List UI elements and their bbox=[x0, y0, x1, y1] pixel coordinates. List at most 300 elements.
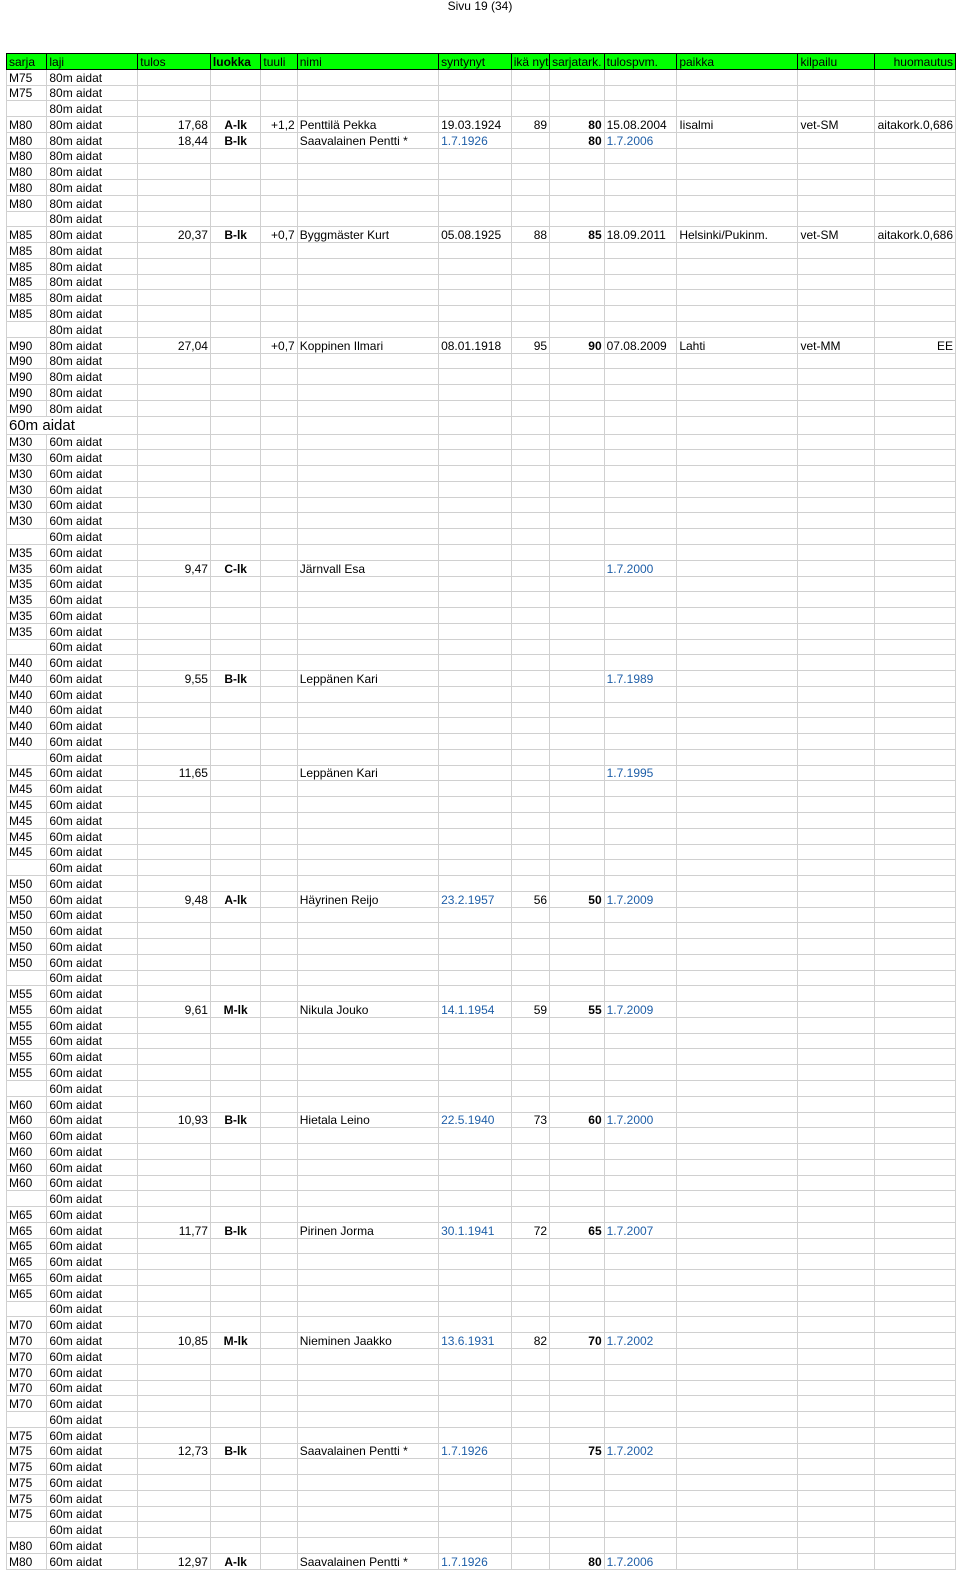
cell-ika-nyt bbox=[511, 466, 549, 482]
cell-ika-nyt: 73 bbox=[511, 1112, 549, 1128]
cell-huomautus bbox=[875, 466, 956, 482]
cell-sarja: M90 bbox=[7, 369, 47, 385]
cell-ika-nyt bbox=[511, 860, 549, 876]
cell-tuuli bbox=[261, 907, 297, 923]
cell-tulos bbox=[138, 860, 211, 876]
cell-tulos bbox=[138, 1270, 211, 1286]
cell-tuuli bbox=[261, 1191, 297, 1207]
cell-tulos bbox=[138, 1349, 211, 1365]
cell-paikka bbox=[677, 306, 798, 322]
cell-kilpailu bbox=[798, 1459, 875, 1475]
table-row bbox=[7, 1506, 956, 1522]
cell-sarjatark bbox=[550, 1490, 605, 1506]
cell-tulospvm bbox=[604, 907, 677, 923]
cell-tulos bbox=[138, 400, 211, 416]
cell-paikka bbox=[677, 1380, 798, 1396]
cell-sarja: M70 bbox=[7, 1364, 47, 1380]
cell-syntynyt bbox=[439, 876, 512, 892]
cell-sarja: M85 bbox=[7, 274, 47, 290]
cell-nimi bbox=[297, 1538, 438, 1554]
cell-paikka bbox=[677, 812, 798, 828]
cell-tulos bbox=[138, 1096, 211, 1112]
column-header-kilpailu: kilpailu bbox=[798, 54, 875, 70]
cell-sarjatark bbox=[550, 1364, 605, 1380]
cell-huomautus bbox=[875, 1175, 956, 1191]
cell-paikka bbox=[677, 765, 798, 781]
cell-tulos bbox=[138, 1065, 211, 1081]
cell-ika-nyt bbox=[511, 1144, 549, 1160]
cell-sarja bbox=[7, 211, 47, 227]
cell-nimi bbox=[297, 529, 438, 545]
cell-kilpailu bbox=[798, 1144, 875, 1160]
cell-nimi bbox=[297, 322, 438, 338]
table-row bbox=[7, 1317, 956, 1333]
cell-kilpailu bbox=[798, 513, 875, 529]
cell-paikka bbox=[677, 1349, 798, 1365]
cell-laji: 60m aidat bbox=[47, 592, 138, 608]
cell-syntynyt bbox=[439, 765, 512, 781]
cell-nimi bbox=[297, 195, 438, 211]
cell-kilpailu bbox=[798, 1081, 875, 1097]
cell-sarja: M45 bbox=[7, 765, 47, 781]
cell-laji: 60m aidat bbox=[47, 765, 138, 781]
cell-huomautus bbox=[875, 797, 956, 813]
cell-syntynyt: 30.1.1941 bbox=[439, 1222, 512, 1238]
cell-luokka bbox=[210, 1144, 260, 1160]
cell-ika-nyt bbox=[511, 400, 549, 416]
table-row bbox=[7, 891, 956, 907]
cell-sarjatark bbox=[550, 560, 605, 576]
cell-syntynyt: 22.5.1940 bbox=[439, 1112, 512, 1128]
cell-laji: 60m aidat bbox=[47, 1443, 138, 1459]
cell-paikka bbox=[677, 1285, 798, 1301]
cell-sarja: M55 bbox=[7, 1065, 47, 1081]
cell-luokka bbox=[210, 481, 260, 497]
cell-nimi bbox=[297, 844, 438, 860]
cell-kilpailu bbox=[798, 876, 875, 892]
cell-tulospvm bbox=[604, 1238, 677, 1254]
cell-nimi bbox=[297, 1238, 438, 1254]
cell-sarjatark: 80 bbox=[550, 1553, 605, 1569]
cell-sarja: M80 bbox=[7, 1553, 47, 1569]
table-row bbox=[7, 1349, 956, 1365]
cell-tuuli bbox=[261, 1506, 297, 1522]
cell-sarjatark bbox=[550, 258, 605, 274]
cell-ika-nyt bbox=[511, 797, 549, 813]
cell-tuuli bbox=[261, 450, 297, 466]
cell-tulos bbox=[138, 1285, 211, 1301]
table-row bbox=[7, 1412, 956, 1428]
cell-paikka bbox=[677, 132, 798, 148]
cell-huomautus bbox=[875, 1396, 956, 1412]
cell-nimi bbox=[297, 148, 438, 164]
cell-tulos bbox=[138, 306, 211, 322]
cell-tulos bbox=[138, 481, 211, 497]
cell-nimi: Nikula Jouko bbox=[297, 1002, 438, 1018]
table-row bbox=[7, 828, 956, 844]
cell-kilpailu bbox=[798, 623, 875, 639]
table-row bbox=[7, 1380, 956, 1396]
cell-sarja bbox=[7, 1412, 47, 1428]
cell-kilpailu bbox=[798, 306, 875, 322]
cell-syntynyt bbox=[439, 844, 512, 860]
cell-paikka bbox=[677, 466, 798, 482]
cell-paikka bbox=[677, 195, 798, 211]
cell-tuuli bbox=[261, 1349, 297, 1365]
cell-nimi bbox=[297, 544, 438, 560]
cell-tuuli bbox=[261, 781, 297, 797]
cell-tulospvm bbox=[604, 481, 677, 497]
cell-tulospvm: 1.7.2009 bbox=[604, 891, 677, 907]
cell-ika-nyt bbox=[511, 1270, 549, 1286]
cell-sarjatark bbox=[550, 939, 605, 955]
cell-nimi bbox=[297, 1144, 438, 1160]
cell-tuuli bbox=[261, 876, 297, 892]
cell-sarjatark: 55 bbox=[550, 1002, 605, 1018]
cell-syntynyt bbox=[439, 1396, 512, 1412]
section-title: 60m aidat bbox=[7, 416, 138, 434]
cell-laji: 60m aidat bbox=[47, 1065, 138, 1081]
cell-tulospvm bbox=[604, 434, 677, 450]
cell-ika-nyt: 59 bbox=[511, 1002, 549, 1018]
cell-nimi bbox=[297, 450, 438, 466]
cell-ika-nyt bbox=[511, 1553, 549, 1569]
cell-tulos bbox=[138, 290, 211, 306]
cell-laji: 60m aidat bbox=[47, 702, 138, 718]
cell-laji: 60m aidat bbox=[47, 1412, 138, 1428]
cell-paikka bbox=[677, 718, 798, 734]
empty-cell bbox=[875, 416, 956, 434]
cell-tulospvm bbox=[604, 1254, 677, 1270]
cell-sarjatark bbox=[550, 400, 605, 416]
cell-luokka bbox=[210, 1412, 260, 1428]
cell-syntynyt bbox=[439, 686, 512, 702]
cell-kilpailu bbox=[798, 544, 875, 560]
cell-kilpailu bbox=[798, 1538, 875, 1554]
cell-sarja: M45 bbox=[7, 828, 47, 844]
cell-laji: 80m aidat bbox=[47, 101, 138, 117]
cell-syntynyt bbox=[439, 970, 512, 986]
cell-tuuli bbox=[261, 434, 297, 450]
cell-sarjatark bbox=[550, 1270, 605, 1286]
cell-tulospvm bbox=[604, 1475, 677, 1491]
table-row bbox=[7, 986, 956, 1002]
cell-huomautus bbox=[875, 639, 956, 655]
cell-syntynyt bbox=[439, 322, 512, 338]
cell-kilpailu bbox=[798, 1222, 875, 1238]
cell-luokka bbox=[210, 148, 260, 164]
cell-sarjatark bbox=[550, 1033, 605, 1049]
cell-tulos: 10,85 bbox=[138, 1333, 211, 1349]
cell-laji: 60m aidat bbox=[47, 718, 138, 734]
cell-sarja: M55 bbox=[7, 1033, 47, 1049]
table-row bbox=[7, 639, 956, 655]
cell-tulospvm: 15.08.2004 bbox=[604, 117, 677, 133]
cell-tulos bbox=[138, 353, 211, 369]
cell-tulospvm bbox=[604, 1144, 677, 1160]
cell-huomautus bbox=[875, 1490, 956, 1506]
cell-ika-nyt bbox=[511, 101, 549, 117]
cell-luokka bbox=[210, 781, 260, 797]
cell-paikka bbox=[677, 1175, 798, 1191]
cell-huomautus bbox=[875, 686, 956, 702]
cell-luokka bbox=[210, 529, 260, 545]
cell-tulos bbox=[138, 101, 211, 117]
cell-syntynyt bbox=[439, 1191, 512, 1207]
cell-sarja: M30 bbox=[7, 497, 47, 513]
cell-huomautus bbox=[875, 891, 956, 907]
table-row bbox=[7, 765, 956, 781]
cell-tulos bbox=[138, 1475, 211, 1491]
cell-ika-nyt bbox=[511, 1017, 549, 1033]
cell-sarjatark bbox=[550, 1049, 605, 1065]
cell-huomautus bbox=[875, 290, 956, 306]
cell-tuuli bbox=[261, 258, 297, 274]
cell-kilpailu bbox=[798, 970, 875, 986]
cell-tulospvm bbox=[604, 195, 677, 211]
cell-ika-nyt bbox=[511, 529, 549, 545]
cell-sarjatark bbox=[550, 1285, 605, 1301]
cell-tulos bbox=[138, 322, 211, 338]
cell-sarjatark bbox=[550, 1254, 605, 1270]
table-row bbox=[7, 1112, 956, 1128]
cell-kilpailu bbox=[798, 1333, 875, 1349]
cell-luokka bbox=[210, 576, 260, 592]
cell-tulos bbox=[138, 211, 211, 227]
table-row bbox=[7, 529, 956, 545]
cell-kilpailu bbox=[798, 101, 875, 117]
cell-tulos bbox=[138, 702, 211, 718]
cell-tulospvm bbox=[604, 529, 677, 545]
cell-syntynyt: 08.01.1918 bbox=[439, 337, 512, 353]
cell-paikka bbox=[677, 986, 798, 1002]
cell-tulospvm bbox=[604, 243, 677, 259]
cell-ika-nyt bbox=[511, 686, 549, 702]
cell-tulospvm bbox=[604, 211, 677, 227]
cell-nimi bbox=[297, 466, 438, 482]
cell-sarja: M75 bbox=[7, 1459, 47, 1475]
cell-nimi: Saavalainen Pentti * bbox=[297, 1553, 438, 1569]
cell-sarjatark: 65 bbox=[550, 1222, 605, 1238]
empty-cell bbox=[550, 416, 605, 434]
cell-sarjatark bbox=[550, 954, 605, 970]
table-row bbox=[7, 1490, 956, 1506]
cell-tulos bbox=[138, 718, 211, 734]
cell-tulospvm: 1.7.2000 bbox=[604, 560, 677, 576]
cell-luokka bbox=[210, 844, 260, 860]
cell-kilpailu bbox=[798, 986, 875, 1002]
table-row bbox=[7, 844, 956, 860]
cell-syntynyt bbox=[439, 306, 512, 322]
cell-ika-nyt: 56 bbox=[511, 891, 549, 907]
cell-kilpailu bbox=[798, 195, 875, 211]
cell-nimi: Saavalainen Pentti * bbox=[297, 1443, 438, 1459]
cell-syntynyt bbox=[439, 290, 512, 306]
cell-sarjatark bbox=[550, 876, 605, 892]
cell-tulospvm bbox=[604, 828, 677, 844]
cell-laji: 60m aidat bbox=[47, 1254, 138, 1270]
cell-sarja: M50 bbox=[7, 891, 47, 907]
cell-laji: 60m aidat bbox=[47, 1033, 138, 1049]
cell-nimi: Hietala Leino bbox=[297, 1112, 438, 1128]
cell-sarja: M55 bbox=[7, 986, 47, 1002]
cell-tulos bbox=[138, 639, 211, 655]
cell-sarja: M90 bbox=[7, 400, 47, 416]
cell-kilpailu: vet-MM bbox=[798, 337, 875, 353]
cell-ika-nyt bbox=[511, 1490, 549, 1506]
cell-paikka bbox=[677, 844, 798, 860]
cell-luokka bbox=[210, 1522, 260, 1538]
cell-nimi bbox=[297, 290, 438, 306]
cell-sarjatark bbox=[550, 970, 605, 986]
cell-sarjatark bbox=[550, 765, 605, 781]
column-header-syntynyt: syntynyt bbox=[439, 54, 512, 70]
cell-tulospvm bbox=[604, 1128, 677, 1144]
cell-huomautus bbox=[875, 1065, 956, 1081]
table-row bbox=[7, 781, 956, 797]
cell-huomautus bbox=[875, 164, 956, 180]
cell-kilpailu bbox=[798, 529, 875, 545]
cell-nimi: Leppänen Kari bbox=[297, 765, 438, 781]
cell-syntynyt bbox=[439, 258, 512, 274]
cell-tulospvm bbox=[604, 702, 677, 718]
cell-sarja: M35 bbox=[7, 576, 47, 592]
table-row bbox=[7, 290, 956, 306]
cell-ika-nyt bbox=[511, 923, 549, 939]
cell-sarjatark bbox=[550, 385, 605, 401]
cell-kilpailu bbox=[798, 844, 875, 860]
cell-huomautus bbox=[875, 1112, 956, 1128]
cell-nimi bbox=[297, 243, 438, 259]
cell-huomautus bbox=[875, 1254, 956, 1270]
cell-tuuli bbox=[261, 1412, 297, 1428]
cell-syntynyt bbox=[439, 1144, 512, 1160]
cell-tulospvm: 1.7.2006 bbox=[604, 1553, 677, 1569]
cell-syntynyt bbox=[439, 1349, 512, 1365]
cell-ika-nyt bbox=[511, 1538, 549, 1554]
cell-ika-nyt: 82 bbox=[511, 1333, 549, 1349]
cell-laji: 60m aidat bbox=[47, 1049, 138, 1065]
cell-tuuli bbox=[261, 497, 297, 513]
cell-huomautus bbox=[875, 400, 956, 416]
cell-tulospvm bbox=[604, 1396, 677, 1412]
cell-syntynyt bbox=[439, 164, 512, 180]
cell-syntynyt bbox=[439, 1254, 512, 1270]
cell-laji: 60m aidat bbox=[47, 1017, 138, 1033]
cell-tuuli bbox=[261, 1081, 297, 1097]
cell-syntynyt bbox=[439, 1238, 512, 1254]
cell-ika-nyt bbox=[511, 844, 549, 860]
cell-syntynyt: 1.7.1926 bbox=[439, 1443, 512, 1459]
cell-tulospvm bbox=[604, 623, 677, 639]
cell-ika-nyt bbox=[511, 1285, 549, 1301]
cell-sarja bbox=[7, 860, 47, 876]
cell-tulospvm bbox=[604, 1049, 677, 1065]
cell-huomautus bbox=[875, 1002, 956, 1018]
cell-ika-nyt bbox=[511, 544, 549, 560]
table-row bbox=[7, 907, 956, 923]
column-header-sarjatark: sarjatark. bbox=[550, 54, 605, 70]
cell-ika-nyt bbox=[511, 369, 549, 385]
cell-luokka bbox=[210, 1285, 260, 1301]
cell-laji: 60m aidat bbox=[47, 1475, 138, 1491]
cell-syntynyt bbox=[439, 497, 512, 513]
cell-luokka bbox=[210, 1364, 260, 1380]
table-row bbox=[7, 180, 956, 196]
table-row bbox=[7, 243, 956, 259]
table-row bbox=[7, 860, 956, 876]
cell-tulospvm bbox=[604, 353, 677, 369]
cell-tuuli bbox=[261, 132, 297, 148]
cell-luokka bbox=[210, 655, 260, 671]
cell-luokka bbox=[210, 85, 260, 101]
cell-sarjatark: 50 bbox=[550, 891, 605, 907]
cell-syntynyt bbox=[439, 481, 512, 497]
cell-sarja: M30 bbox=[7, 434, 47, 450]
cell-kilpailu bbox=[798, 1522, 875, 1538]
cell-laji: 60m aidat bbox=[47, 434, 138, 450]
cell-kilpailu bbox=[798, 1490, 875, 1506]
cell-tuuli bbox=[261, 1538, 297, 1554]
table-row bbox=[7, 1285, 956, 1301]
cell-ika-nyt bbox=[511, 623, 549, 639]
cell-kilpailu bbox=[798, 1380, 875, 1396]
cell-nimi bbox=[297, 1301, 438, 1317]
cell-syntynyt: 13.6.1931 bbox=[439, 1333, 512, 1349]
table-row bbox=[7, 258, 956, 274]
cell-luokka bbox=[210, 466, 260, 482]
cell-luokka bbox=[210, 923, 260, 939]
cell-tulospvm bbox=[604, 290, 677, 306]
cell-tulospvm bbox=[604, 1270, 677, 1286]
cell-tulospvm: 1.7.2007 bbox=[604, 1222, 677, 1238]
cell-ika-nyt bbox=[511, 1238, 549, 1254]
column-header-tulospvm: tulospvm. bbox=[604, 54, 677, 70]
cell-tuuli bbox=[261, 797, 297, 813]
cell-paikka bbox=[677, 1128, 798, 1144]
table-row bbox=[7, 560, 956, 576]
cell-huomautus bbox=[875, 1538, 956, 1554]
cell-tulospvm bbox=[604, 1490, 677, 1506]
cell-sarjatark bbox=[550, 369, 605, 385]
table-row bbox=[7, 1049, 956, 1065]
cell-paikka bbox=[677, 1427, 798, 1443]
table-row bbox=[7, 1538, 956, 1554]
table-row bbox=[7, 1096, 956, 1112]
cell-luokka bbox=[210, 954, 260, 970]
cell-sarjatark bbox=[550, 655, 605, 671]
cell-huomautus bbox=[875, 623, 956, 639]
table-row bbox=[7, 623, 956, 639]
cell-syntynyt bbox=[439, 1033, 512, 1049]
cell-tuuli bbox=[261, 1002, 297, 1018]
cell-ika-nyt bbox=[511, 1301, 549, 1317]
cell-sarja bbox=[7, 639, 47, 655]
cell-paikka bbox=[677, 655, 798, 671]
cell-tulospvm bbox=[604, 1380, 677, 1396]
cell-tulos bbox=[138, 907, 211, 923]
cell-paikka bbox=[677, 322, 798, 338]
cell-tulos bbox=[138, 986, 211, 1002]
cell-paikka bbox=[677, 290, 798, 306]
cell-sarja: M60 bbox=[7, 1175, 47, 1191]
cell-kilpailu bbox=[798, 1065, 875, 1081]
cell-tulos bbox=[138, 497, 211, 513]
cell-huomautus bbox=[875, 781, 956, 797]
cell-tuuli bbox=[261, 85, 297, 101]
cell-luokka bbox=[210, 306, 260, 322]
cell-nimi bbox=[297, 1475, 438, 1491]
